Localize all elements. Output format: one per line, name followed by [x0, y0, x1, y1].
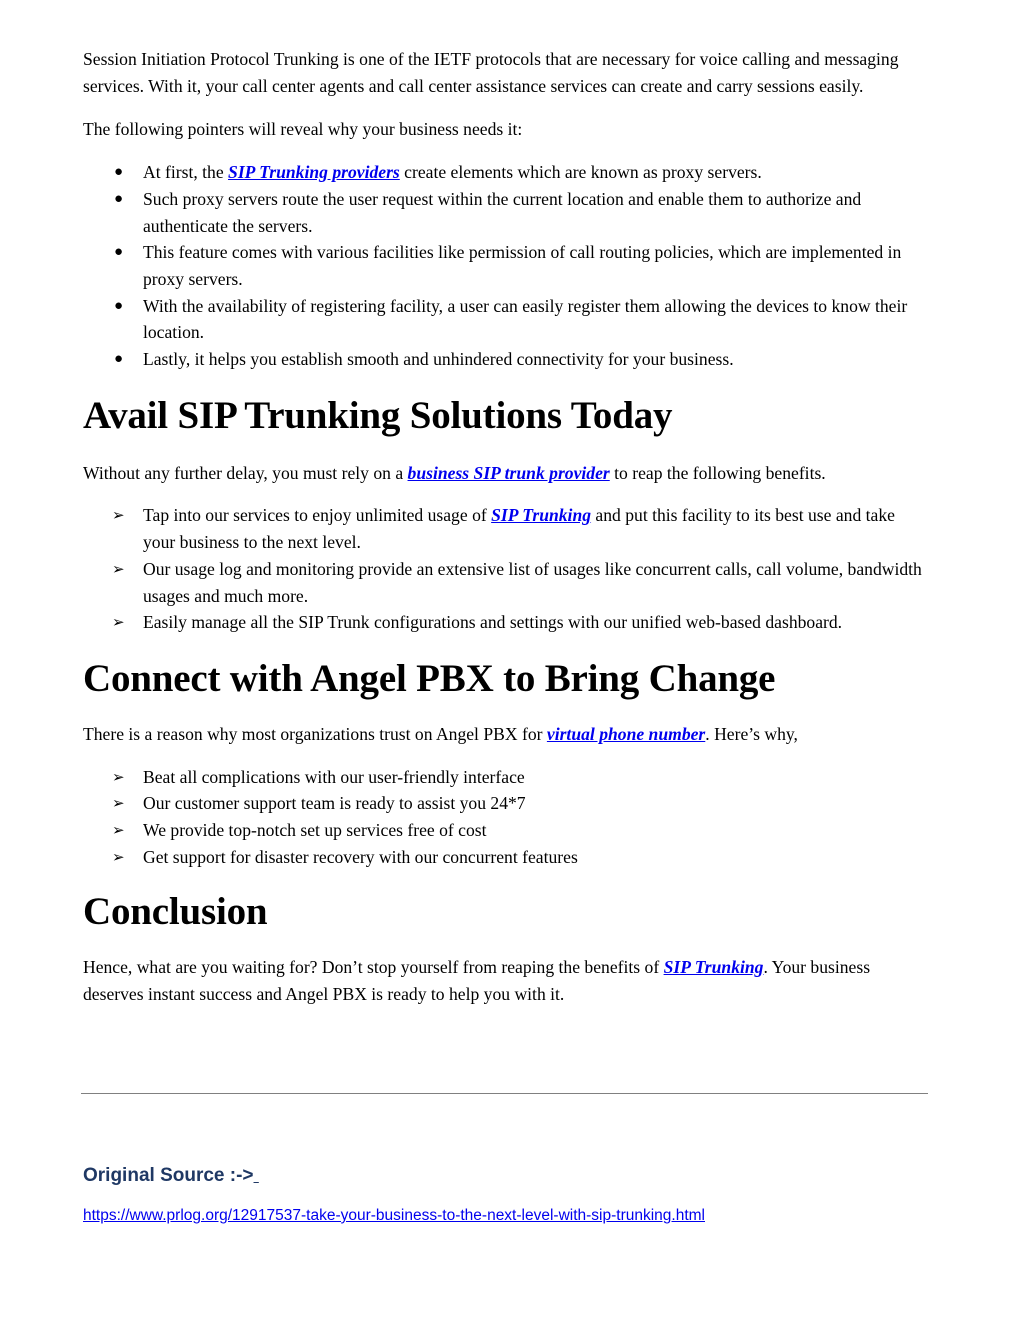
list-item: ➢ Get support for disaster recovery with our concurrent features: [83, 844, 928, 871]
conclusion-paragraph: Hence, what are you waiting for? Don’t stop yourself from reaping the benefits of SIP Trunking. Your business deserves instant success and Angel PBX is ready to help you with it.: [83, 957, 871, 1005]
list-item: ● Such proxy servers route the user request within the current location and enable them to authorize and authenticate the servers.: [83, 186, 928, 239]
list-item: ➢ We provide top-notch set up services free of cost: [83, 817, 928, 844]
list-item: ➢ Easily manage all the SIP Trunk configurations and settings with our unified web-based dashboard.: [83, 609, 928, 636]
source-url-link[interactable]: https://www.prlog.org/12917537-take-your-business-to-the-next-level-with-sip-trunking.html: [83, 1207, 705, 1224]
arrow-marker: ➢: [112, 794, 125, 813]
list-item: ➢ Our usage log and monitoring provide an extensive list of usages like concurrent calls, call volume, bandwidth usages and much more.: [83, 556, 928, 609]
arrow-marker: ➢: [112, 559, 125, 578]
sip-trunking-providers-link[interactable]: SIP Trunking providers: [228, 162, 400, 183]
connect-paragraph: There is a reason why most organizations trust on Angel PBX for virtual phone number. Here’s why,: [83, 723, 798, 744]
bullet-marker: ●: [114, 297, 124, 314]
arrow-marker: ➢: [112, 506, 125, 525]
list-item: ➢ Our customer support team is ready to assist you 24*7: [83, 790, 928, 817]
bullet-marker: ●: [114, 164, 124, 181]
avail-benefits-list: [83, 502, 928, 636]
original-source-label: Original Source :->: [83, 1165, 254, 1186]
pointers-list: [83, 159, 928, 373]
list-item: ● This feature comes with various facilities like permission of call routing policies, which are implemented in proxy servers.: [83, 239, 928, 292]
list-item: ● At first, the SIP Trunking providers create elements which are known as proxy servers.: [83, 159, 928, 186]
list-item: ➢ Beat all complications with our user-friendly interface: [83, 764, 928, 791]
arrow-marker: ➢: [112, 847, 125, 866]
avail-paragraph: Without any further delay, you must rely on a business SIP trunk provider to reap the following benefits.: [83, 462, 826, 483]
arrow-marker: ➢: [112, 767, 125, 786]
bullet-marker: ●: [114, 244, 124, 261]
avail-heading: Avail SIP Trunking Solutions Today: [83, 393, 673, 437]
sip-trunking-link[interactable]: SIP Trunking: [491, 505, 592, 526]
pointers-lead: The following pointers will reveal why your business needs it:: [83, 119, 523, 140]
list-item: ● Lastly, it helps you establish smooth and unhindered connectivity for your business.: [83, 346, 928, 373]
conclusion-sip-trunking-link[interactable]: SIP Trunking: [663, 957, 764, 978]
bullet-marker: ●: [114, 190, 124, 207]
bullet-marker: ●: [114, 351, 124, 368]
connect-heading: Connect with Angel PBX to Bring Change: [83, 656, 776, 700]
virtual-phone-number-link[interactable]: virtual phone number: [546, 723, 706, 744]
list-item: ➢ Tap into our services to enjoy unlimited usage of SIP Trunking and put this facility to its best use and take your business to the next level.: [83, 502, 928, 555]
connect-reasons-list: [83, 764, 928, 871]
arrow-marker: ➢: [112, 821, 125, 840]
horizontal-divider: [81, 1093, 928, 1094]
arrow-marker: ➢: [112, 613, 125, 632]
document-page: [83, 46, 928, 1008]
list-item: ● With the availability of registering facility, a user can easily register them allowing the devices to know their location.: [83, 293, 928, 346]
intro-paragraph: Session Initiation Protocol Trunking is one of the IETF protocols that are necessary for voice calling and messaging services. With it, your call center agents and call center assistance services can create and carry sessions easily.: [83, 49, 899, 96]
business-sip-trunk-provider-link[interactable]: business SIP trunk provider: [407, 462, 610, 483]
conclusion-heading: Conclusion: [83, 890, 268, 934]
